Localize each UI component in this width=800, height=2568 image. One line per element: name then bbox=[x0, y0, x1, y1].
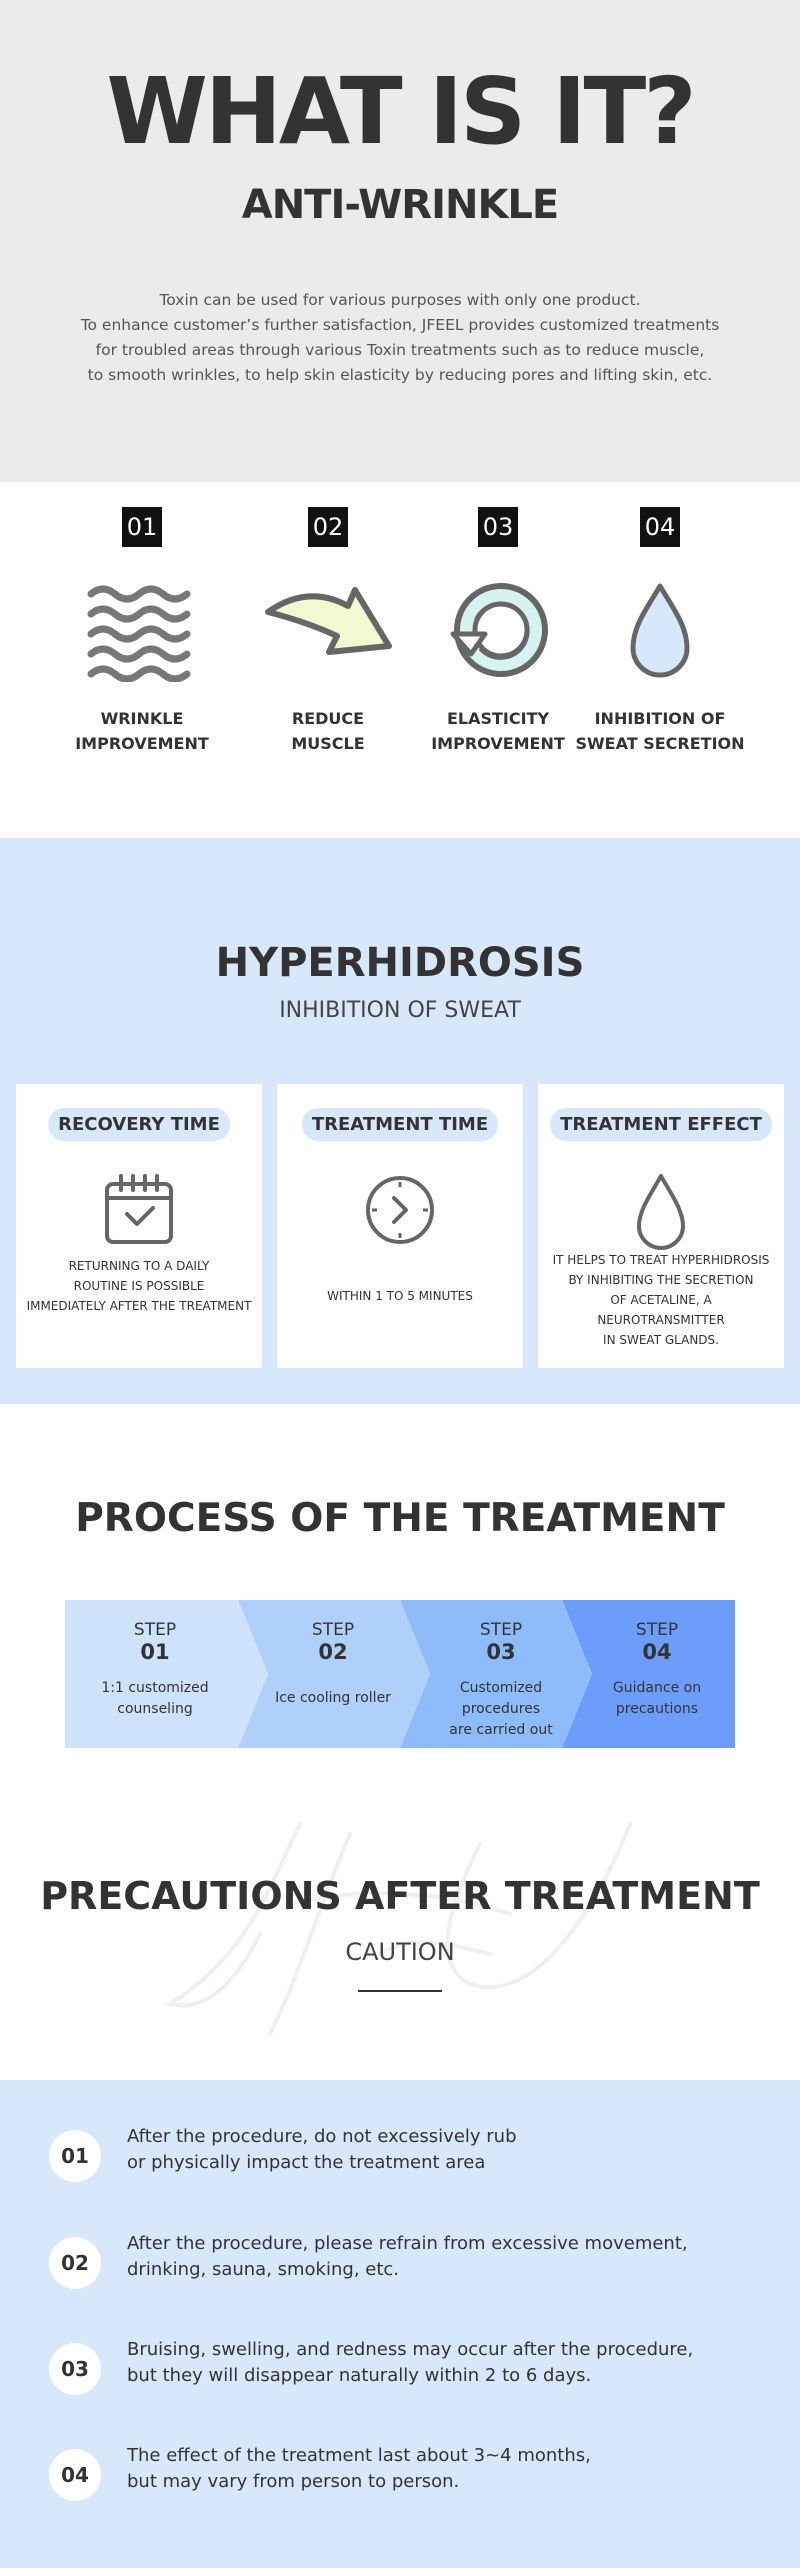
step-description bbox=[420, 1678, 582, 1741]
list-item bbox=[0, 2339, 800, 2423]
list-item bbox=[0, 2233, 800, 2317]
step-description-line: Guidance on bbox=[612, 1680, 702, 1696]
info-card bbox=[538, 1084, 784, 1368]
step-description-line: Customized procedures bbox=[459, 1680, 543, 1717]
item-text-line: The effect of the treatment last about 3~4 months, bbox=[127, 2445, 591, 2466]
clock-icon bbox=[360, 1170, 440, 1250]
intro-text bbox=[0, 288, 800, 388]
list-item bbox=[0, 2445, 800, 2529]
card-text bbox=[26, 1256, 252, 1316]
feature-number: 04 bbox=[640, 507, 680, 547]
info-card bbox=[16, 1084, 262, 1368]
process-step bbox=[65, 1600, 245, 1748]
drop-icon bbox=[595, 582, 725, 682]
intro-section bbox=[0, 0, 800, 482]
card-text-line: IT HELPS TO TREAT HYPERHIDROSIS bbox=[552, 1253, 770, 1267]
card-text-line: OF ACETALINE, A NEUROTRANSMITTER bbox=[597, 1293, 725, 1327]
card-text-line: IN SWEAT GLANDS. bbox=[603, 1333, 719, 1347]
card-text-line: ROUTINE IS POSSIBLE bbox=[73, 1279, 205, 1293]
item-text-line: After the procedure, do not excessively rub bbox=[127, 2126, 517, 2147]
feature-number: 02 bbox=[308, 507, 348, 547]
signature-watermark-icon bbox=[150, 1804, 650, 2044]
drop-icon bbox=[621, 1170, 701, 1250]
item-text-line: drinking, sauna, smoking, etc. bbox=[127, 2259, 400, 2280]
item-text-line: but they will disappear naturally within 2 to 6 days. bbox=[127, 2365, 592, 2386]
precautions-header-section bbox=[0, 1784, 800, 2080]
arrow-icon bbox=[263, 582, 393, 682]
item-text-line: or physically impact the treatment area bbox=[127, 2152, 486, 2173]
process-step bbox=[582, 1600, 732, 1748]
divider bbox=[358, 1990, 442, 1992]
feature-label-line: REDUCE bbox=[291, 709, 365, 728]
section-title: PROCESS OF THE TREATMENT bbox=[75, 1496, 725, 1541]
list-item bbox=[0, 2126, 800, 2210]
section-subtitle: INHIBITION OF SWEAT bbox=[279, 998, 521, 1023]
feature-label-line: MUSCLE bbox=[291, 734, 365, 753]
feature-item bbox=[42, 482, 242, 838]
feature-label-line: IMPROVEMENT bbox=[431, 734, 565, 753]
section-title: HYPERHIDROSIS bbox=[215, 940, 585, 986]
process-section bbox=[0, 1404, 800, 1784]
card-text-line: IMMEDIATELY AFTER THE TREATMENT bbox=[26, 1299, 252, 1313]
feature-label bbox=[42, 706, 242, 756]
item-number: 01 bbox=[49, 2130, 101, 2182]
feature-label-line: ELASTICITY bbox=[446, 709, 550, 728]
step-number: 01 bbox=[140, 1640, 170, 1664]
card-text bbox=[548, 1250, 774, 1350]
item-text bbox=[127, 2124, 767, 2176]
item-number: 04 bbox=[49, 2449, 101, 2501]
item-number: 02 bbox=[49, 2237, 101, 2289]
step-description bbox=[252, 1688, 414, 1709]
step-description bbox=[65, 1678, 245, 1720]
process-step bbox=[252, 1600, 414, 1748]
item-text-line: After the procedure, please refrain from excessive movement, bbox=[127, 2233, 688, 2254]
feature-number: 03 bbox=[478, 507, 518, 547]
precautions-list bbox=[0, 2080, 800, 2568]
feature-label bbox=[560, 706, 760, 756]
card-label: TREATMENT EFFECT bbox=[550, 1108, 772, 1141]
step-description-line: Ice cooling roller bbox=[275, 1690, 391, 1706]
step-number: 04 bbox=[642, 1640, 672, 1664]
step-description-line: precautions bbox=[615, 1701, 699, 1717]
item-text-line: but may vary from person to person. bbox=[127, 2471, 460, 2492]
step-label: STEP bbox=[311, 1620, 355, 1640]
step-description-line: counseling bbox=[117, 1701, 193, 1717]
feature-label-line: WRINKLE bbox=[100, 709, 184, 728]
feature-number: 01 bbox=[122, 507, 162, 547]
feature-label-line: INHIBITION OF bbox=[594, 709, 726, 728]
item-text-line: Bruising, swelling, and redness may occur after the procedure, bbox=[127, 2339, 694, 2360]
card-text-line: RETURNING TO A DAILY bbox=[68, 1259, 210, 1273]
card-text-line: BY INHIBITING THE SECRETION bbox=[568, 1273, 754, 1287]
item-text bbox=[127, 2231, 767, 2283]
intro-line: Toxin can be used for various purposes with only one product. bbox=[159, 291, 641, 309]
intro-line: for troubled areas through various Toxin treatments such as to reduce muscle, bbox=[95, 341, 705, 359]
section-subtitle: CAUTION bbox=[345, 1938, 455, 1966]
intro-line: To enhance customer’s further satisfaction, JFEEL provides customized treatments bbox=[80, 316, 720, 334]
step-label: STEP bbox=[133, 1620, 177, 1640]
item-number: 03 bbox=[49, 2343, 101, 2395]
step-description-line: are carried out bbox=[449, 1722, 553, 1738]
refresh-icon bbox=[433, 582, 563, 682]
card-text bbox=[287, 1286, 513, 1306]
step-number: 02 bbox=[318, 1640, 348, 1664]
page-subtitle: ANTI-WRINKLE bbox=[241, 182, 559, 228]
section-title: PRECAUTIONS AFTER TREATMENT bbox=[40, 1874, 760, 1918]
process-step bbox=[420, 1600, 582, 1748]
step-description bbox=[582, 1678, 732, 1720]
step-label: STEP bbox=[479, 1620, 523, 1640]
item-text bbox=[127, 2337, 767, 2389]
waves-icon bbox=[77, 582, 207, 682]
page-title: WHAT IS IT? bbox=[106, 58, 694, 165]
features-section bbox=[0, 482, 800, 838]
feature-item bbox=[560, 482, 760, 838]
card-text-line: WITHIN 1 TO 5 MINUTES bbox=[327, 1289, 473, 1303]
step-description-line: 1:1 customized bbox=[101, 1680, 209, 1696]
feature-label-line: IMPROVEMENT bbox=[75, 734, 209, 753]
calendar-icon bbox=[99, 1170, 179, 1250]
step-label: STEP bbox=[635, 1620, 679, 1640]
card-label: RECOVERY TIME bbox=[48, 1108, 230, 1141]
info-card bbox=[277, 1084, 523, 1368]
item-text bbox=[127, 2443, 767, 2495]
card-label: TREATMENT TIME bbox=[302, 1108, 498, 1141]
intro-line: to smooth wrinkles, to help skin elasticity by reducing pores and lifting skin, etc. bbox=[87, 366, 713, 384]
hyperhidrosis-section bbox=[0, 838, 800, 1404]
step-number: 03 bbox=[486, 1640, 516, 1664]
feature-label-line: SWEAT SECRETION bbox=[575, 734, 745, 753]
